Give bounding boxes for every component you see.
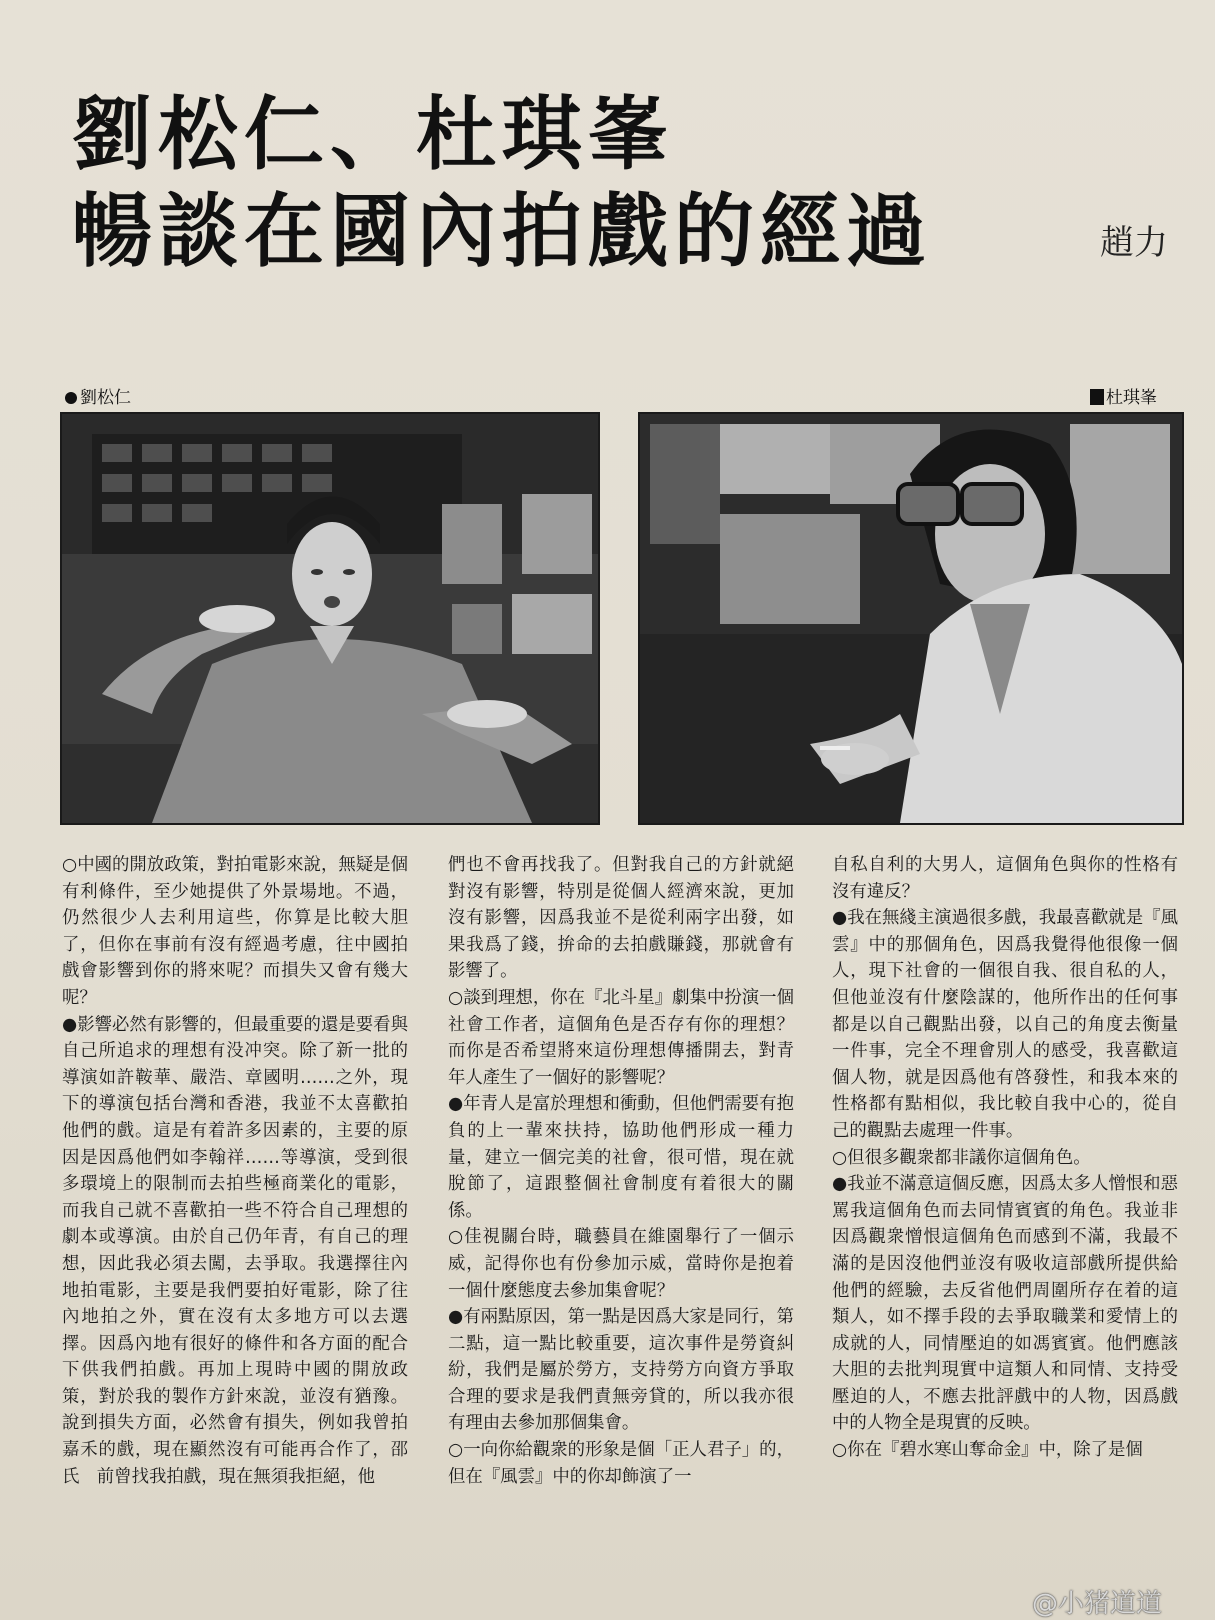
photo-right-portrait — [638, 412, 1184, 825]
article-column-2-text: 們也不會再找我了。但對我自己的方針就絕對沒有影響，特別是從個人經濟來說，更加沒有影響，因爲我並不是從利兩字出發，如果我爲了錢，拚命的去拍戲賺錢，那就會有影響了。 ○談到理想，你在『北斗星』劇集中扮演一個社會工作者，這個角色是否存有你的理想？而你是否希望將來這份理想傳播開去，對青年人產生了一個好的影響呢？ ●年青人是富於理想和衝動，但他們需要有抱負的上一輩來扶持，協助他們形成一種力量，建立一個完美的社會，很可惜，現在就脫節了，這跟整個社會制度有着很大的關係。 ○佳視關台時，職藝員在維園舉行了一個示威，記得你也有份參加示威，當時你是抱着一個什麼態度去參加集會呢？ ●有兩點原因，第一點是因爲大家是同行，第二點，這一點比較重要，這次事件是勞資糾紛，我們是屬於勞方，支持勞方向資方爭取合理的要求是我們責無旁貸的，所以我亦很有理由去參加那個集會。 ○一向你給觀衆的形象是個「正人君子」的，但在『風雲』中的你却飾演了一 — [448, 855, 794, 1487]
bullet-dot-icon — [65, 392, 77, 404]
photo-left-portrait — [60, 412, 600, 825]
article-column-3 — [832, 852, 1178, 1464]
photo-right-image — [640, 414, 1182, 823]
article-column-3-text: 自私自利的大男人，這個角色與你的性格有沒有違反？ ●我在無綫主演過很多戲，我最喜歡就是『風雲』中的那個角色，因爲我覺得他很像一個人，現下社會的一個很自我、很自私的人，但他並沒有什麼陰謀的，他所作出的任何事都是以自己觀點出發，以自己的角度去衡量一件事，完全不理會別人的感受，我喜歡這個人物，就是因爲他有啓發性，和我本來的性格都有點相似，我比較自我中心的，從自己的觀點去處理一件事。 ○但很多觀衆都非議你這個角色。 ●我並不滿意這個反應，因爲太多人憎恨和惡罵我這個角色而去同情賓賓的角色。我並非因爲觀衆憎恨這個角色而感到不滿，我最不滿的是因沒他們並沒有吸收這部戲所提供給他們的經驗，去反省他們周圍所存在着的這類人，如不擇手段的去爭取職業和愛情上的成就的人，同情壓迫的如馮賓賓。他們應該大胆的去批判現實中這類人和同情、支持受壓迫的人，不應去批評戲中的人物，因爲戲中的人物全是現實的反映。 ○你在『碧水寒山奪命金』中，除了是個 — [832, 855, 1178, 1461]
article-column-2 — [448, 852, 794, 1490]
photo-caption-left-text: 劉松仁 — [80, 388, 131, 408]
bullet-square-icon — [1090, 389, 1104, 405]
article-column-1 — [62, 852, 408, 1490]
headline-line-1: 劉松仁、杜琪峯 — [72, 88, 674, 181]
photo-caption-left — [65, 383, 131, 408]
article-column-1-text: ○中國的開放政策，對拍電影來說，無疑是個有利條件，至少她提供了外景場地。不過，仍然很少人去利用這些，你算是比較大胆了，但你在事前有沒有經過考慮，往中國拍戲會影響到你的將來呢？而損失又會有幾大呢？ ●影響必然有影響的，但最重要的還是要看與自己所追求的理想有没冲突。除了新一批的導演如許鞍華、嚴浩、章國明……之外，現下的導演包括台灣和香港，我並不太喜歡拍他們的戲。這是有着許多因素的，主要的原因是因爲他們如李翰祥……等導演，受到很多環境上的限制而去拍些極商業化的電影，而我自己就不喜歡拍一些不符合自己理想的劇本或導演。由於自己仍年青，有自己的理想，因此我必須去闖，去爭取。我選擇往內地拍電影，主要是我們要拍好電影，除了往內地拍之外，實在沒有太多地方可以去選擇。因爲內地有很好的條件和各方面的配合下供我們拍戲。再加上現時中國的開放政策，對於我的製作方針來說，並沒有猶豫。說到損失方面，必然會有損失，例如我曾拍嘉禾的戲，現在顯然沒有可能再合作了，邵氏 前曾找我拍戲，現在無須我拒絕，他 — [62, 855, 408, 1487]
photo-caption-right — [1090, 383, 1157, 408]
headline-line-2: 暢談在國內拍戲的經過 — [72, 185, 932, 278]
weibo-watermark: @小猪道道 — [1032, 1589, 1163, 1619]
photo-left-image — [62, 414, 598, 823]
photo-caption-right-text: 杜琪峯 — [1106, 388, 1157, 408]
author-byline: 趙力 — [1100, 223, 1168, 263]
